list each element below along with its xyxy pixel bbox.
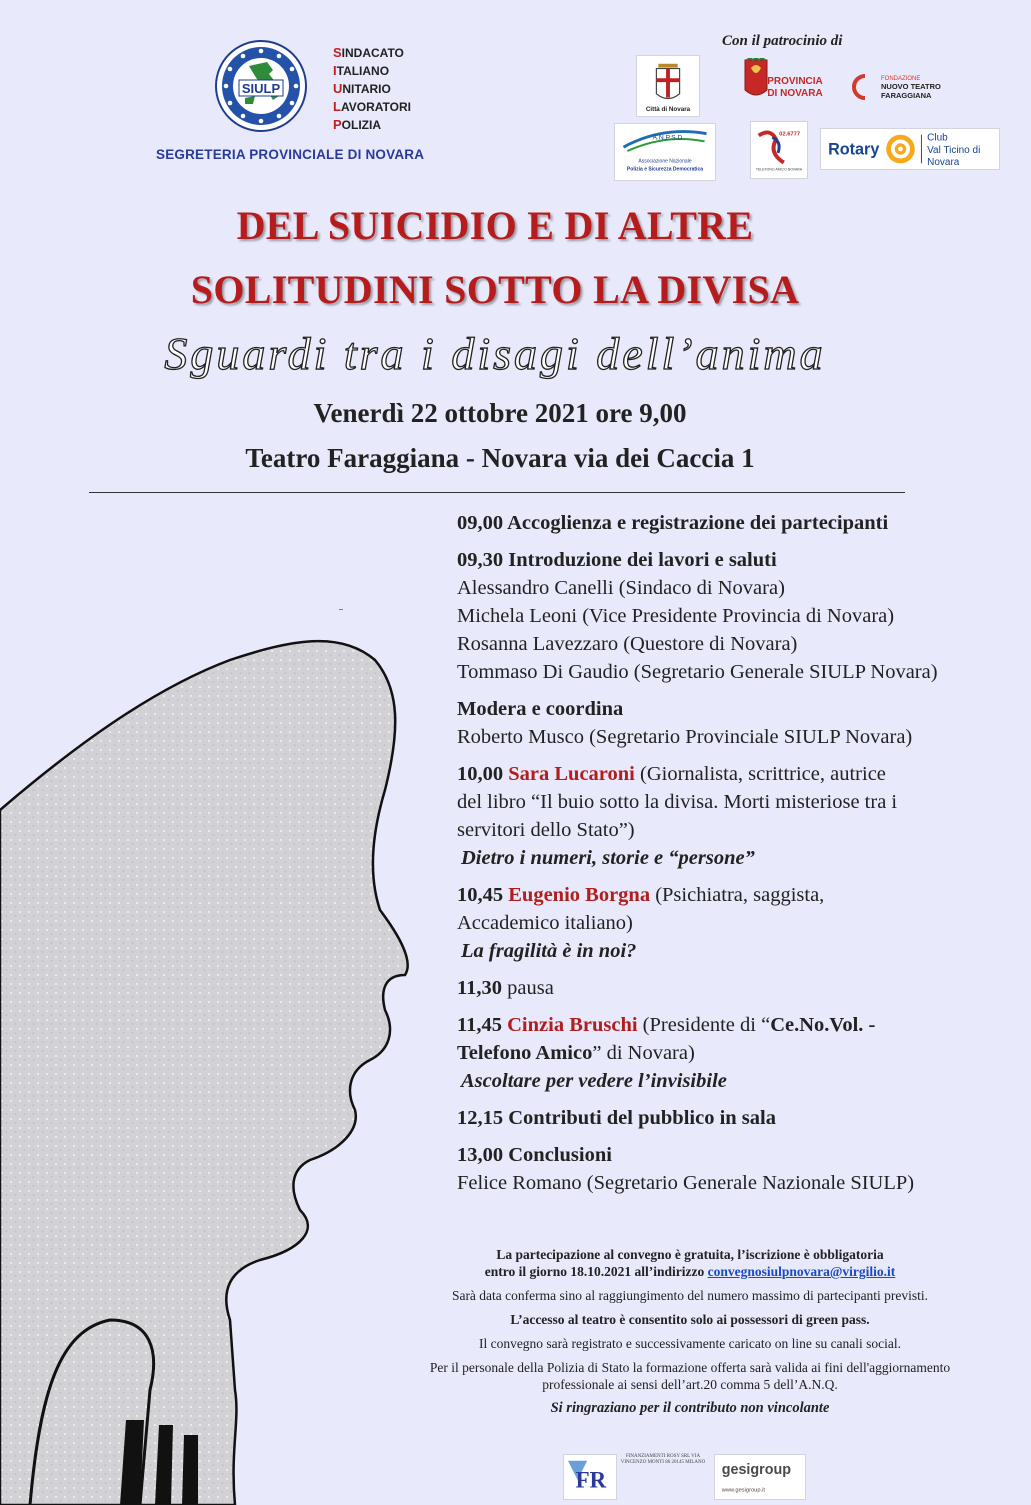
segreteria-label: SEGRETERIA PROVINCIALE DI NOVARA bbox=[156, 147, 425, 162]
thanks-label: Si ringraziano per il contributo non vincolante bbox=[550, 1400, 830, 1416]
registration-notes bbox=[340, 1246, 1031, 1417]
note-anq: professionale ai sensi dell’art.20 comma 5 dell’A.N.Q. bbox=[542, 1377, 838, 1392]
svg-text:Rotary: Rotary bbox=[828, 140, 880, 159]
svg-text:FR: FR bbox=[575, 1467, 607, 1493]
program-item-introduzione: 09,30 Introduzione dei lavori e saluti Alessandro Canelli (Sindaco di Novara) Michela Leoni (Vice Presidente Provincia di Novara) Rosanna Lavezzaro (Questore di Novara) Tommaso Di Gaudio (Segretario Generale SIULP Novara) bbox=[457, 549, 938, 683]
svg-text:FONDAZIONE: FONDAZIONE bbox=[881, 76, 921, 82]
patrocinio-label: Con il patrocinio di bbox=[722, 33, 843, 49]
program-item-modera: Modera e coordina Roberto Musco (Segretario Provinciale SIULP Novara) bbox=[457, 698, 913, 748]
svg-text:Sguardi tra i disagi dell’anim: Sguardi tra i disagi dell’anima bbox=[164, 328, 826, 379]
main-title-line1: DEL SUICIDIO E DI ALTRE bbox=[236, 203, 754, 248]
svg-text:gesigroup: gesigroup bbox=[721, 1462, 792, 1479]
svg-text:NUOVO TEATRO: NUOVO TEATRO bbox=[881, 82, 941, 91]
subtitle bbox=[0, 325, 990, 385]
svg-text:Associazione Nazionale: Associazione Nazionale bbox=[638, 158, 692, 165]
siulp-logo-text: SIULP bbox=[241, 81, 281, 96]
program-item-lucaroni: 10,00 Sara Lucaroni (Giornalista, scrittrice, autrice del libro “Il buio sotto la divisa. Morti misteriose tra i servitori dello Stato”) Dietro i numeri, storie e “persone” bbox=[457, 763, 898, 869]
union-acronym: SINDACATO ITALIANO UNITARIO LAVORATORI POLIZIA bbox=[333, 45, 411, 132]
program-item-accoglienza: 09,00 Accoglienza e registrazione dei partecipanti bbox=[457, 512, 889, 534]
finanziamenti-rosy-logo bbox=[563, 1454, 617, 1500]
svg-text:Novara: Novara bbox=[927, 157, 960, 169]
svg-text:Città di Novara: Città di Novara bbox=[645, 106, 691, 114]
note-participation: La partecipazione al convegno è gratuita, l’iscrizione è obbligatoria bbox=[496, 1247, 884, 1262]
siulp-logo bbox=[215, 40, 307, 132]
svg-text:Val Ticino di: Val Ticino di bbox=[927, 144, 981, 156]
divider-rule bbox=[89, 492, 905, 493]
program-item-bruschi: 11,45 Cinzia Bruschi (Presidente di “Ce.No.Vol. - Telefono Amico” di Novara) Ascoltare per vedere l’invisibile bbox=[457, 1014, 876, 1092]
program-item-contributi: 12,15 Contributi del pubblico in sala bbox=[457, 1107, 776, 1129]
decorative-tick bbox=[339, 609, 343, 610]
svg-text:A.N.P.S.D.: A.N.P.S.D. bbox=[652, 134, 685, 142]
gesigroup-logo bbox=[714, 1454, 806, 1500]
provincia-di-novara-logo bbox=[741, 58, 823, 114]
svg-text:Club: Club bbox=[927, 132, 948, 144]
note-formazione: Per il personale della Polizia di Stato la formazione offerta sarà valida ai fini dell'aggiornamento bbox=[429, 1360, 951, 1375]
note-deadline: entro il giorno 18.10.2021 all’indirizzo bbox=[484, 1264, 705, 1279]
teatro-faraggiana-logo bbox=[851, 70, 951, 104]
citta-di-novara-logo bbox=[636, 55, 700, 117]
telefono-amico-logo bbox=[750, 121, 808, 179]
event-date: Venerdì 22 ottobre 2021 ore 9,00 bbox=[313, 398, 687, 428]
svg-text:PROVINCIA: PROVINCIA bbox=[767, 76, 823, 87]
anpsd-logo bbox=[614, 123, 716, 181]
note-conferma: Sarà data conferma sino al raggiungimento del numero massimo di partecipanti previsti. bbox=[451, 1288, 929, 1303]
svg-text:TELEFONO AMICO NOVARA: TELEFONO AMICO NOVARA bbox=[755, 167, 803, 172]
svg-text:02.6777: 02.6777 bbox=[779, 131, 801, 138]
note-registrato: Il convegno sarà registrato e successivamente caricato on line su canali social. bbox=[478, 1336, 902, 1351]
rotary-club-logo bbox=[820, 128, 1000, 170]
program bbox=[457, 509, 1027, 1206]
main-title-line2: SOLITUDINI SOTTO LA DIVISA bbox=[190, 267, 800, 312]
svg-text:Polizia e Sicurezza Democratic: Polizia e Sicurezza Democratica bbox=[626, 166, 704, 173]
program-item-pausa: 11,30 pausa bbox=[457, 977, 554, 999]
svg-text:www.gesigroup.it: www.gesigroup.it bbox=[721, 1487, 765, 1494]
email-link[interactable]: convegnosiulpnovara@virgilio.it bbox=[707, 1264, 896, 1279]
svg-text:DI NOVARA: DI NOVARA bbox=[767, 88, 823, 99]
program-item-borgna: 10,45 Eugenio Borgna (Psichiatra, saggista, Accademico italiano) La fragilità è in noi? bbox=[457, 884, 825, 962]
svg-text:FARAGGIANA: FARAGGIANA bbox=[881, 91, 932, 100]
event-place: Teatro Faraggiana - Novara via dei Caccia 1 bbox=[245, 443, 755, 473]
program-item-conclusioni: 13,00 Conclusioni Felice Romano (Segretario Generale Nazionale SIULP) bbox=[457, 1144, 915, 1194]
note-green-pass: L’accesso al teatro è consentito solo ai possessori di green pass. bbox=[510, 1312, 870, 1327]
finanziamenti-rosy-text: FINANZIAMENTI ROSY SRL VIA VINCENZO MONTI 86 20145 MILANO bbox=[620, 1454, 706, 1465]
